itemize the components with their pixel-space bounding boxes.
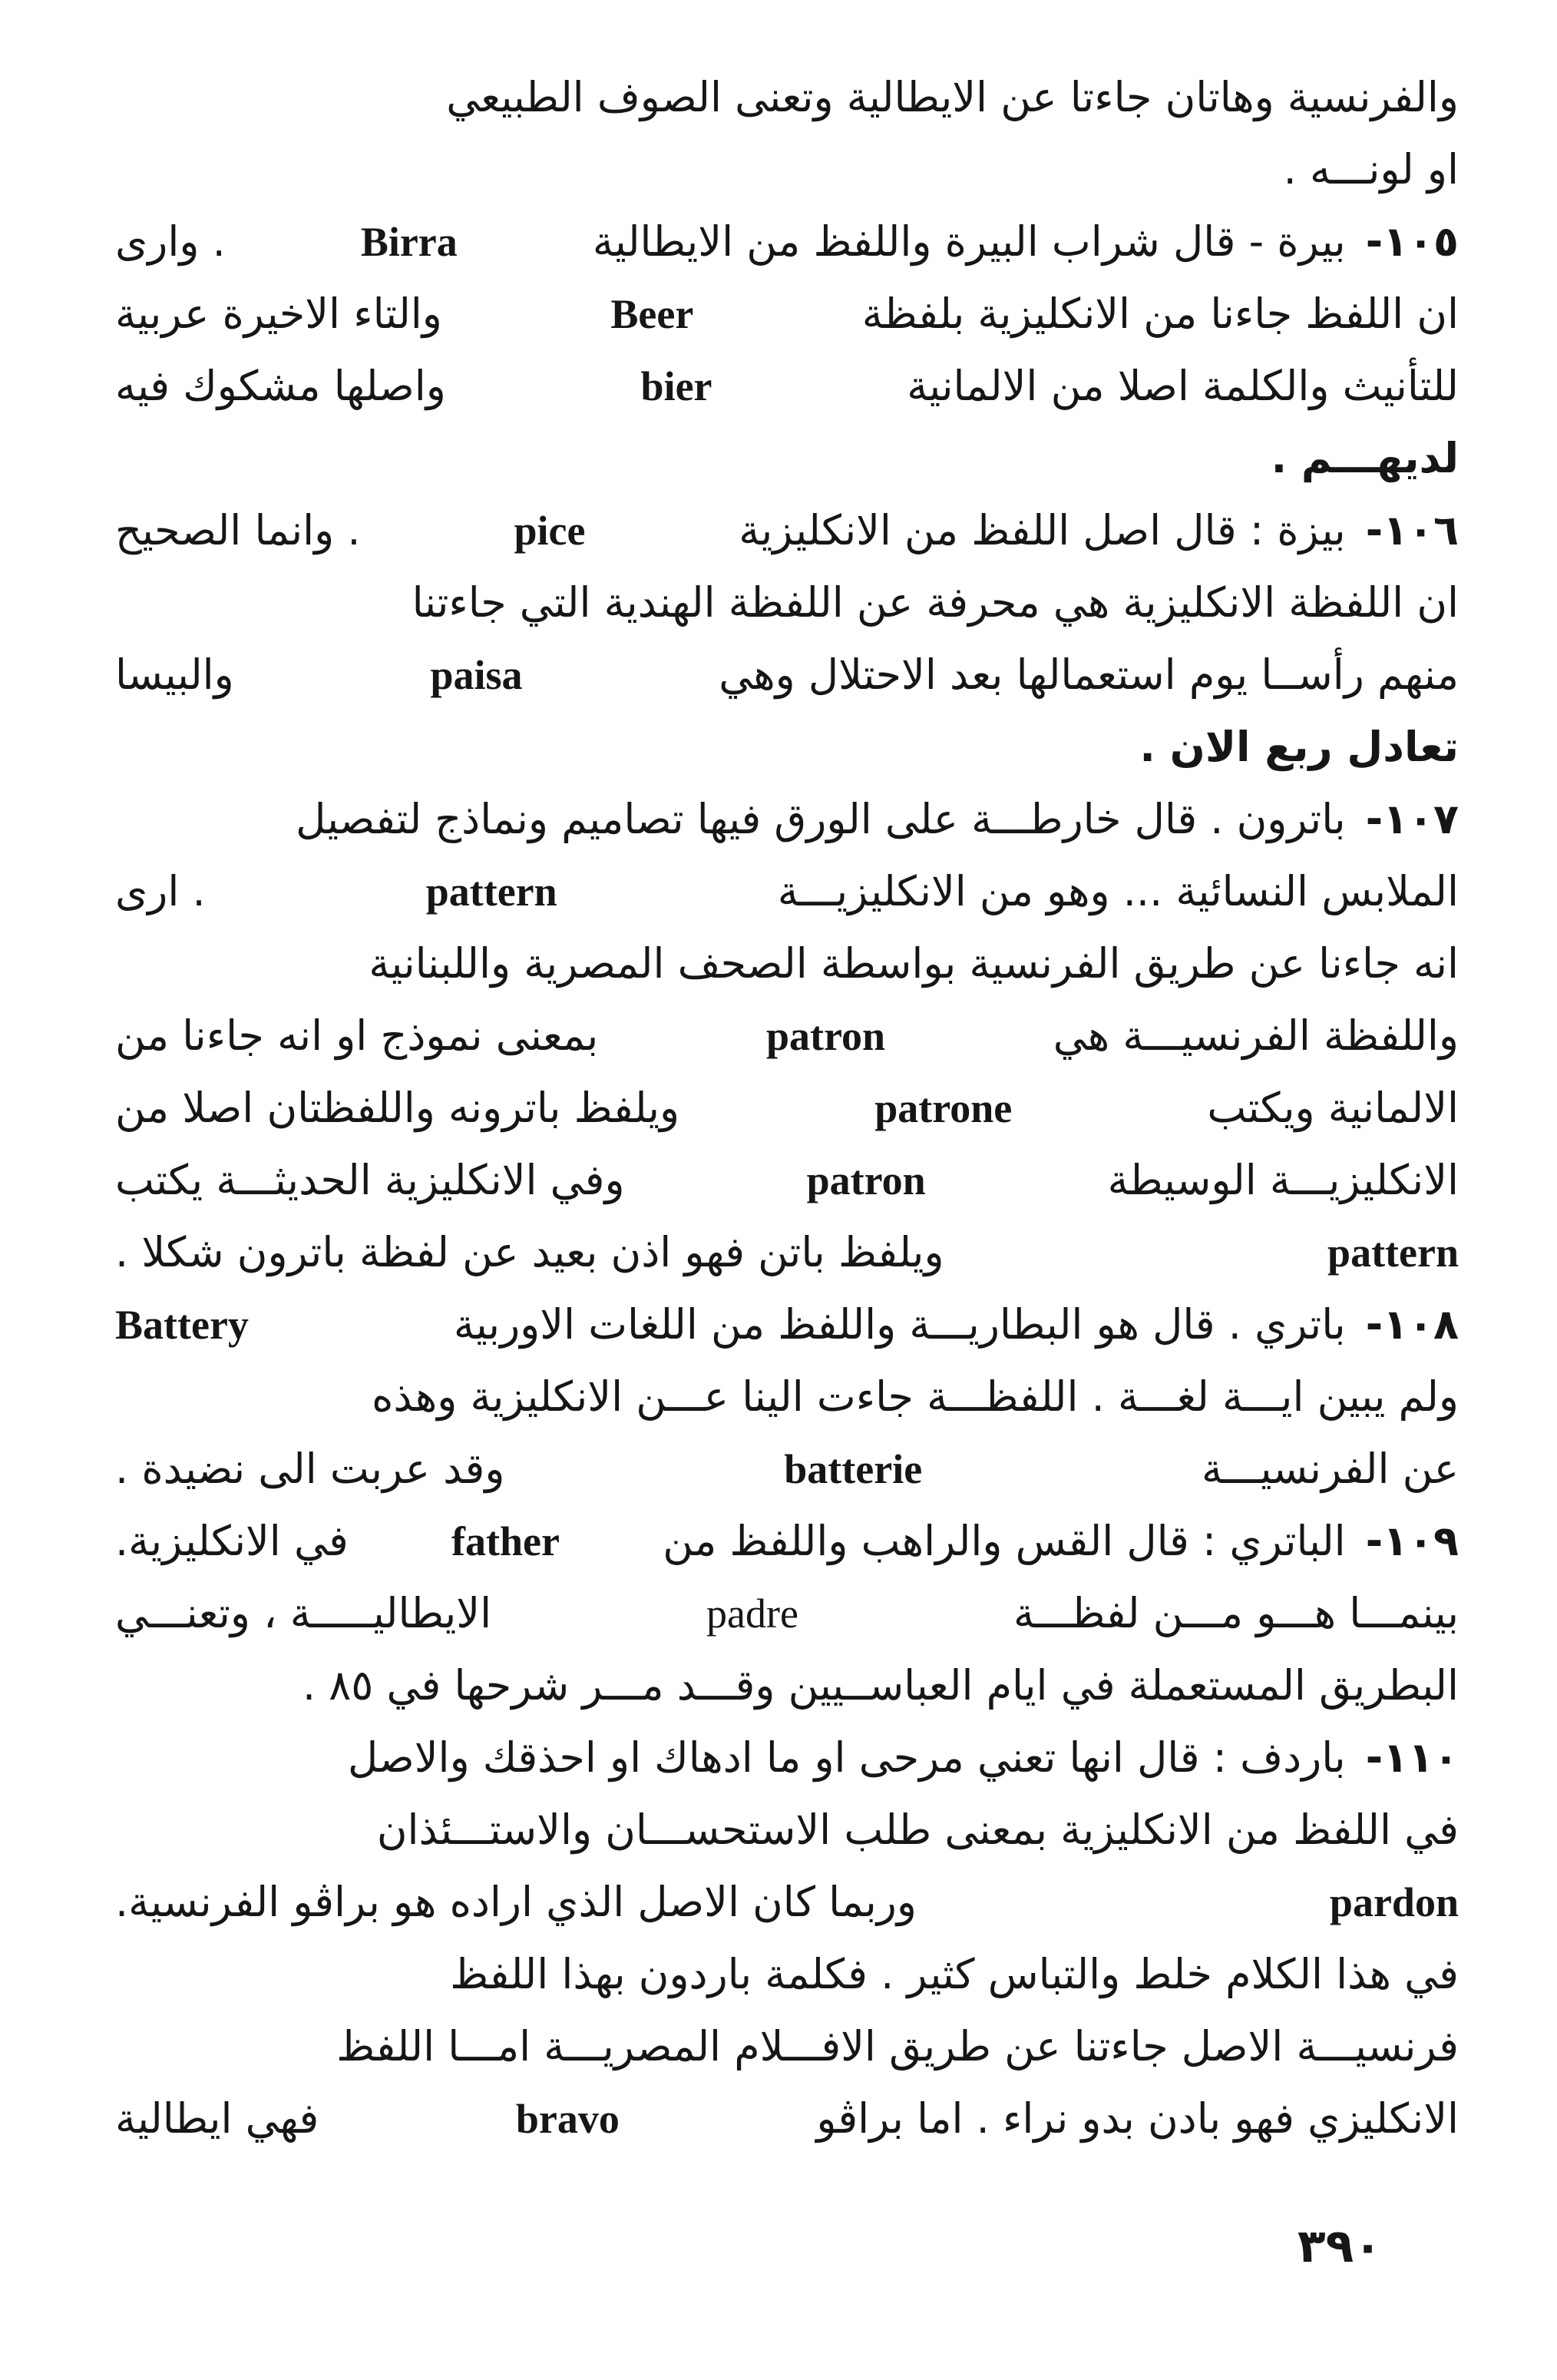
entry-number: ١٠٩-	[1365, 1517, 1459, 1565]
text-line	[115, 1072, 1459, 1144]
entry-first-line	[115, 495, 1459, 567]
arabic-text: فهي ايطالية	[115, 2094, 319, 2143]
latin-word: father	[451, 1518, 560, 1564]
arabic-text: عن الفرنسيـــة	[1202, 1445, 1459, 1493]
text-line	[115, 134, 1459, 206]
text-line	[115, 2083, 1459, 2155]
book-page	[115, 61, 1459, 2335]
entry-number: ١٠٨-	[1365, 1300, 1459, 1349]
arabic-text: وربما كان الاصل الذي اراده هو براڤو الفرنسية.	[115, 1878, 917, 1926]
arabic-text: فرنسيـــة الاصل جاءتنا عن طريق الافـــلام المصريـــة امـــا اللفظ	[336, 2022, 1459, 2071]
entry-text	[115, 1722, 1346, 1794]
arabic-text: والتاء الاخيرة عربية	[115, 290, 442, 338]
arabic-text: الانكليزيـــة الوسيطة	[1107, 1156, 1459, 1204]
text-line	[115, 928, 1459, 1000]
text-line	[115, 1794, 1459, 1866]
latin-word: Beer	[610, 291, 694, 337]
text-line	[115, 639, 1459, 711]
arabic-text: للتأنيث والكلمة اصلا من الالمانية	[907, 362, 1459, 410]
entry-text	[115, 206, 1346, 278]
text-line	[115, 1938, 1459, 2011]
text-line	[115, 1000, 1459, 1072]
latin-word: patron	[765, 1013, 886, 1059]
arabic-text: البطريق المستعملة في ايام العباســيين وقـــد مـــر شرحها في ٨٥ .	[302, 1661, 1459, 1710]
latin-word: bier	[640, 363, 712, 409]
arabic-text: او لونـــه .	[1283, 145, 1459, 194]
text-line	[115, 1144, 1459, 1216]
text-line	[115, 711, 1459, 783]
arabic-text: الملابس النسائية ... وهو من الانكليزيـــة	[777, 867, 1459, 915]
text-line	[115, 1216, 1459, 1289]
arabic-text: وقد عربت الى نضيدة .	[115, 1445, 505, 1493]
arabic-text: في الانكليزية.	[115, 1517, 349, 1565]
latin-word: batterie	[784, 1446, 923, 1492]
text-line	[115, 61, 1459, 134]
latin-word: Battery	[115, 1302, 249, 1348]
arabic-text: الانكليزي فهو بادن بدو نراء . اما براڤو	[816, 2094, 1459, 2143]
arabic-text: ان اللفظ جاءنا من الانكليزية بلفظة	[861, 290, 1459, 338]
arabic-text: بمعنى نموذج او انه جاءنا من	[115, 1011, 599, 1060]
arabic-text: واصلها مشكوك فيه	[115, 362, 446, 410]
entry-first-line	[115, 783, 1459, 856]
arabic-text: تعادل ربع الان .	[1139, 723, 1459, 771]
arabic-text: . وانما الصحيح	[115, 506, 361, 554]
arabic-text: باتري . قال هو البطاريـــة واللفظ من اللغات الاوربية	[453, 1300, 1346, 1349]
latin-word: paisa	[430, 652, 523, 698]
latin-word: patrone	[874, 1085, 1013, 1131]
latin-word: padre	[706, 1591, 798, 1637]
latin-word: pattern	[1327, 1230, 1459, 1276]
arabic-text: . ارى	[115, 867, 206, 915]
arabic-text: ولم يبين ايـــة لغـــة . اللفظـــة جاءت الينا عـــن الانكليزية وهذه	[372, 1372, 1459, 1421]
arabic-text: . وارى	[115, 217, 226, 266]
entry-first-line	[115, 206, 1459, 278]
arabic-text: وفي الانكليزية الحديثـــة يكتب	[115, 1156, 625, 1204]
arabic-text: ويلفظ باترونه واللفظتان اصلا من	[115, 1084, 680, 1132]
arabic-text: ويلفظ باتن فهو اذن بعيد عن لفظة باترون شكلا .	[115, 1228, 944, 1276]
arabic-text: واللفظة الفرنسيـــة هي	[1053, 1011, 1459, 1060]
latin-word: pardon	[1329, 1879, 1459, 1925]
arabic-text: بينمـــا هـــو مـــن لفظـــة	[1013, 1589, 1459, 1637]
arabic-text: منهم رأســا يوم استعمالها بعد الاحتلال وهي	[719, 650, 1459, 699]
text-line	[115, 1650, 1459, 1722]
latin-word: patron	[806, 1157, 926, 1203]
arabic-text: والفرنسية وهاتان جاءتا عن الايطالية وتعنى الصوف الطبيعي	[446, 73, 1459, 121]
entry-text	[115, 1289, 1346, 1361]
text-line	[115, 350, 1459, 422]
text-line	[115, 2011, 1459, 2083]
entry-number: ١١٠-	[1365, 1733, 1459, 1782]
entry-first-line	[115, 1289, 1459, 1361]
latin-word: bravo	[515, 2096, 620, 2142]
page-number: ٣٩٠	[1298, 2219, 1382, 2273]
text-line	[115, 1361, 1459, 1433]
arabic-text: الباتري : قال القس والراهب واللفظ من	[663, 1517, 1346, 1565]
text-line	[115, 1866, 1459, 1938]
latin-word: pattern	[425, 869, 557, 915]
entry-number: ١٠٥-	[1365, 217, 1459, 266]
arabic-text: ان اللفظة الانكليزية هي محرفة عن اللفظة الهندية التي جاءتنا	[412, 578, 1459, 627]
arabic-text: باردف : قال انها تعني مرحى او ما ادهاك او احذقك والاصل	[348, 1733, 1346, 1782]
latin-word: pice	[514, 508, 586, 554]
arabic-text: في هذا الكلام خلط والتباس كثير . فكلمة باردون بهذا اللفظ	[450, 1950, 1459, 1998]
arabic-text: في اللفظ من الانكليزية بمعنى طلب الاستحســـان والاستـــئذان	[376, 1806, 1459, 1854]
arabic-text: بيزة : قال اصل اللفظ من الانكليزية	[739, 506, 1346, 554]
arabic-text: باترون . قال خارطـــة على الورق فيها تصاميم ونماذج لتفصيل	[296, 795, 1346, 843]
arabic-text: لديهـــم .	[1271, 434, 1459, 482]
arabic-text: انه جاءنا عن طريق الفرنسية بواسطة الصحف المصرية واللبنانية	[369, 939, 1459, 988]
latin-word: Birra	[360, 219, 458, 265]
text-line	[115, 1433, 1459, 1505]
arabic-text: الايطاليـــــة ، وتعنـــي	[115, 1589, 492, 1637]
entry-number: ١٠٧-	[1365, 795, 1459, 843]
text-line	[115, 1577, 1459, 1650]
text-line	[115, 856, 1459, 928]
arabic-text: بيرة - قال شراب البيرة واللفظ من الايطالية	[592, 217, 1346, 266]
text-line	[115, 567, 1459, 639]
entry-text	[115, 495, 1346, 567]
text-line	[115, 278, 1459, 350]
text-line	[115, 422, 1459, 495]
arabic-text: والبيسا	[115, 650, 234, 699]
arabic-text: الالمانية ويكتب	[1207, 1084, 1459, 1132]
entry-text	[115, 1505, 1346, 1577]
entry-text	[115, 783, 1346, 856]
entry-first-line	[115, 1722, 1459, 1794]
entry-number: ١٠٦-	[1365, 506, 1459, 554]
entry-first-line	[115, 1505, 1459, 1577]
